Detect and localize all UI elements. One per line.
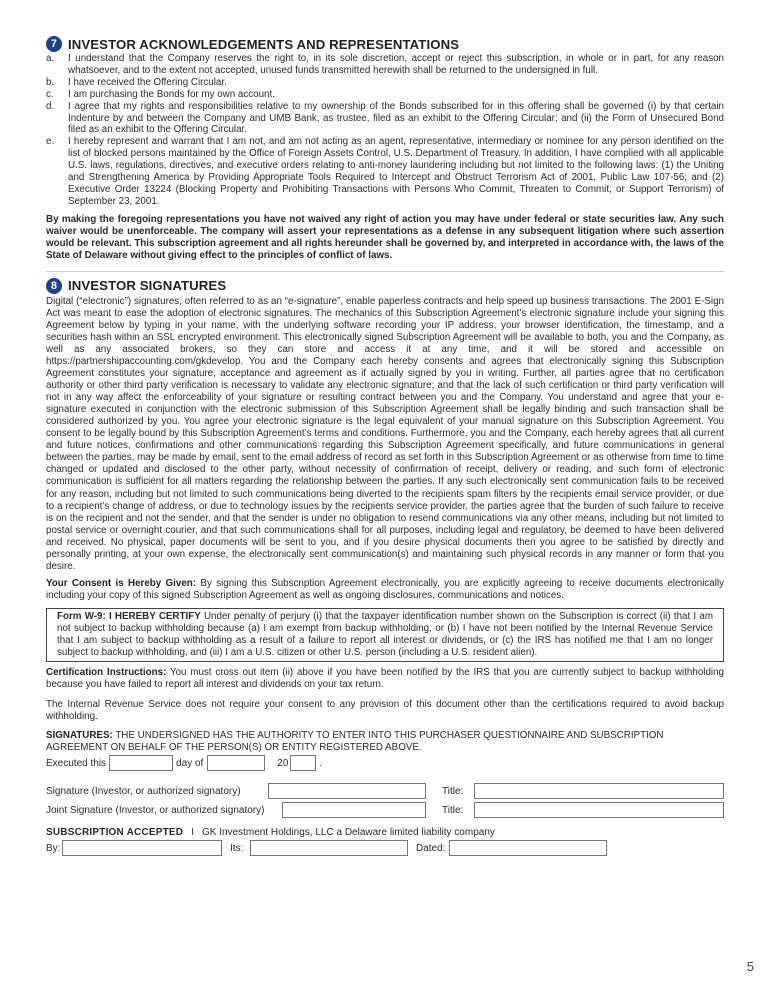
cert-text: You must cross out item (ii) above if you have been notified by the IRS that you are currently subject to backup withholding because you have failed to report all interest and dividends on your tax return.: [46, 666, 724, 690]
subscription-accepted-label: SUBSCRIPTION ACCEPTED: [46, 827, 184, 839]
item-letter: d.: [46, 100, 55, 112]
w9-certification-box: [46, 608, 724, 662]
esignature-paragraph: Digital (“electronic”) signatures, often referred to as an “e-signature”, enable paperless contracts and help speed up business transactions. The 2001 E-Sign Act was meant to ease the adoption of electronic signatures. The mechanics of this Subscription Agreement’s electronic signature include your signing this Agreement below by typing in your name, with the underlying software recording your IP address, your browser identification, the timestamp, and a securities hash within an SSL encrypted environment. This electronically signed Subscription Agreement will be available to both, you and the Company, as well as any associated brokers, so they can store and access it at any time, and it will be stored and accessible on https://partnershipaccounting.com/gkdevelop. You and the Company each hereby consents and agrees that electronically signing this Subscription Agreement constitutes your signature, acceptance and agreement as if actually signed by you in writing. Further, all parties agree that no certification authority or other third party verification is necessary to validate any electronic signature; and that the lack of such certification or third party verification will not in any way affect the enforceability of your signature or resulting contract between you and the Company. You understand and agree that your e-signature executed in conjunction with the electronic submission of this Subscription Agreement shall be legally binding and such transaction shall be considered authorized by you. You agree your electronic signature is the legal equivalent of your manual signature on this Subscription Agreement. You consent to be legally bound by this Subscription Agreement’s terms and conditions. Furthermore, you and the Company, each hereby agrees that all current and future notices, confirmations and other communications regarding this Subscription Agreement specifically, and future communications in general between the parties, may be made by email, sent to the email address of record as set forth in this Subscription Agreement or as otherwise from time to time changed or updated and disclosed to the other party, without necessity of confirmation of receipt, delivery or reading, and such form of electronic communication is sufficient for all matters regarding the relationship between the parties. If any such electronically sent communication fails to be received for any reason, including but not limited to such communications being diverted to the recipients spam filters by the recipients email service provider, or due to a recipient’s change of address, or due to technology issues by the recipients service provider, the parties agree that the burden of such failure to receive is on the recipient and not the sender, and that the sender is under no obligation to resend communications via any other means, including but not limited to postal service or overnight courier, and that such communications shall for all purposes, including legal and regulatory, be deemed to have been delivered and received. No physical, paper documents will be sent to you, and if you desire physical documents then you agree to be satisfied by directly and personally printing, at your own expense, the electronically sent communication(s) and maintaining such physical records in any manner or form that you desire.: [46, 295, 724, 572]
signature-field[interactable]: [268, 783, 426, 799]
its-field[interactable]: [250, 840, 408, 856]
joint-title-field[interactable]: [474, 802, 724, 818]
item-letter: e.: [46, 136, 55, 148]
period: .: [319, 757, 323, 769]
by-label: By:: [46, 842, 61, 854]
list-item: [46, 101, 724, 137]
section-number-badge: 7: [46, 36, 62, 52]
item-text: I am purchasing the Bonds for my own account.: [68, 88, 275, 100]
irs-paragraph: The Internal Revenue Service does not require your consent to any provision of this document other than the certifications required to avoid backup withholding.: [46, 699, 724, 723]
year-prefix: 20: [277, 757, 289, 769]
year-field[interactable]: [290, 755, 316, 771]
execution-date-row: [46, 755, 724, 771]
waiver-paragraph: By making the foregoing representations you have not waived any right of action you may have under federal or state securities law. Any such waiver would be unenforceable. The company will assert your representations as a defense in any subsequent litigation where such assertion would be relevant. This subscription agreement and all rights hereunder shall be governed by, and interpreted in accordance with, the laws of the State of Delaware without giving effect to the principles of conflict of laws.: [46, 213, 724, 261]
section-title: INVESTOR SIGNATURES: [68, 278, 227, 294]
dated-field[interactable]: [449, 840, 607, 856]
day-field[interactable]: [109, 755, 173, 771]
title-field[interactable]: [474, 783, 724, 799]
accepted-company: GK Investment Holdings, LLC a Delaware limited liability company: [201, 827, 495, 839]
document-page: [46, 36, 724, 856]
list-item: [46, 136, 724, 207]
consent-label: Your Consent is Hereby Given:: [46, 577, 197, 589]
item-text: I agree that my rights and responsibilities relative to my ownership of the Bonds subscribed for in this offering shall be governed (i) by that certain Indenture by and between the Company and UMB Bank, as trustee, filed as an exhibit to the Offering Circular; and (ii) the Form of Unsecured Bond filed as an exhibit to the Offering Circular.: [68, 100, 724, 136]
cert-label: Certification Instructions:: [46, 666, 167, 678]
section-number-badge: 8: [46, 278, 62, 294]
separator: I: [191, 827, 194, 839]
title-label: Title:: [442, 785, 464, 797]
joint-signature-field[interactable]: [282, 802, 426, 818]
item-letter: a.: [46, 53, 55, 64]
consent-text: By signing this Subscription Agreement electronically, you are explicitly agreeing to receive documents electronically including your copy of this signed Subscription Agreement as well as ongoing disclosures, communications and notices.: [46, 577, 724, 601]
w9-text: Under penalty of perjury (i) that the taxpayer identification number shown on the Subscription is correct (ii) that I am not subject to backup withholding because (a) I am exempt from backup withholding, or (b) I have not been notified by the Internal Revenue Service that I am subject to backup withholding as a result of a failure to report all interest or dividends, or (c) the IRS has notified me that I am no longer subject to backup withholding, and (iii) I am a U.S. citizen or other U.S. person (including a U.S. resident alien).: [57, 610, 713, 658]
section-divider: [46, 271, 724, 272]
certification-instructions: [46, 667, 724, 691]
signatures-text: THE UNDERSIGNED HAS THE AUTHORITY TO ENTER INTO THIS PURCHASER QUESTIONNAIRE AND SUBSCRIPTION AGREEMENT ON BEHALF OF THE PERSON(S) OR ENTITY REGISTERED ABOVE.: [46, 730, 664, 754]
signature-row: [46, 783, 724, 799]
signature-label: Signature (Investor, or authorized signatory): [46, 785, 241, 797]
item-text: I hereby represent and warrant that I am not, and am not acting as an agent, representative, intermediary or nominee for any person identified on the list of blocked persons maintained by the Office of Foreign Assets Control, U.S. Department of Treasury. In addition, I have complied with all applicable U.S. laws, regulations, directives, and executive orders relating to anti-money laundering including but not limited to the following laws: (1) the Uniting and Strengthening America by Providing Appropriate Tools Required to Intercept and Obstruct Terrorism Act of 2001, Public Law 107-56; and (2) Executive Order 13224 (Blocking Property and Prohibiting Transactions with Persons Who Commit, Threaten to Commit, or Support Terrorism) of September 23, 2001.: [68, 136, 724, 207]
page-number: 5: [746, 959, 754, 974]
signatures-label: SIGNATURES:: [46, 730, 113, 742]
joint-signature-label: Joint Signature (Investor, or authorized signatory): [46, 804, 265, 816]
day-of-label: day of: [176, 757, 204, 769]
signatures-statement: [46, 730, 724, 754]
section-title: INVESTOR ACKNOWLEDGEMENTS AND REPRESENTATIONS: [68, 36, 460, 52]
list-item: [46, 89, 724, 101]
subscription-accepted-row: [46, 827, 724, 838]
month-field[interactable]: [207, 755, 265, 771]
consent-paragraph: [46, 578, 724, 602]
dated-label: Dated:: [416, 842, 446, 854]
title-label: Title:: [442, 804, 464, 816]
list-item: [46, 77, 724, 89]
executed-this-label: Executed this: [46, 757, 107, 769]
item-letter: b.: [46, 76, 55, 88]
joint-signature-row: [46, 802, 724, 818]
section-7-heading: [46, 36, 724, 52]
item-text: I understand that the Company reserves the right to, in its sole discretion, accept or reject this subscription, in whole or in part, for any reason whatsoever, and to the extent not accepted, unused funds transmitted herewith shall be returned to the undersigned in full.: [68, 53, 724, 76]
w9-label: Form W-9: I HEREBY CERTIFY: [57, 610, 201, 622]
item-letter: c.: [46, 88, 54, 100]
by-field[interactable]: [62, 840, 222, 856]
section-8-heading: [46, 278, 724, 294]
acceptance-fields-row: [46, 840, 724, 856]
list-item: [46, 53, 724, 77]
item-text: I have received the Offering Circular.: [68, 76, 227, 88]
acknowledgements-list: [46, 53, 724, 208]
its-label: Its:: [230, 842, 244, 854]
